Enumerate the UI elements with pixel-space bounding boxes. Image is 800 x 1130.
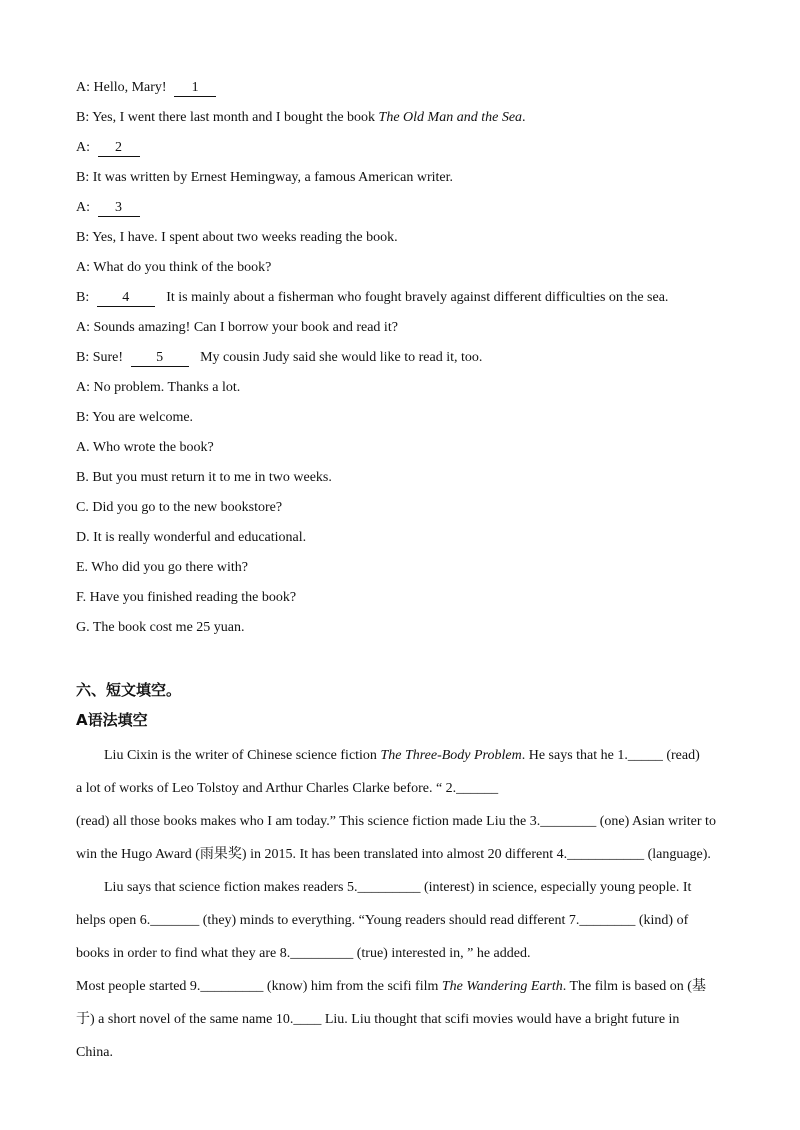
speaker: A: bbox=[76, 320, 90, 335]
speaker: A: bbox=[76, 80, 90, 95]
paragraph-2 bbox=[76, 871, 736, 970]
dialogue-line-2 bbox=[76, 108, 736, 138]
dialogue-text: Hello, Mary! bbox=[93, 80, 167, 95]
paragraph-line: Liu says that science fiction makes readers 5._________ (interest) in science, especially young people. It bbox=[104, 880, 692, 895]
answer-blank[interactable]: 1 bbox=[174, 79, 216, 97]
answer-blank[interactable]: 4 bbox=[97, 289, 155, 307]
book-title: The Old Man and the Sea bbox=[378, 110, 523, 125]
paragraph-line: (read) all those books makes who I am today.” This science fiction made Liu the 3.________ (one) Asian writer to bbox=[76, 814, 716, 829]
paragraph-line: 于) a short novel of the same name 10.____ Liu. Liu thought that scifi movies would have a bright future in bbox=[76, 1012, 680, 1027]
speaker: A: bbox=[76, 140, 90, 155]
speaker: B: bbox=[76, 290, 90, 305]
answer-blank[interactable]: 2 bbox=[98, 139, 140, 157]
dialogue-text: It is mainly about a fisherman who fought bravely against different difficulties on the sea. bbox=[166, 290, 669, 305]
section-title: 六、短文填空。 bbox=[76, 681, 182, 699]
punctuation: . bbox=[522, 110, 526, 125]
dialogue-text: Yes, I have. I spent about two weeks reading the book. bbox=[92, 230, 398, 245]
paragraph-line: helps open 6._______ (they) minds to everything. “Young readers should read different 7.________ (kind) of bbox=[76, 913, 689, 928]
dialogue-text: No problem. Thanks a lot. bbox=[93, 380, 241, 395]
speaker: A: bbox=[76, 200, 90, 215]
dialogue-line-1 bbox=[76, 78, 736, 108]
dialogue-line-8 bbox=[76, 288, 736, 318]
dialogue-line-7 bbox=[76, 258, 736, 288]
dialogue-text: Sounds amazing! Can I borrow your book and read it? bbox=[93, 320, 398, 335]
section-subtitle: A语法填空 bbox=[76, 711, 148, 729]
dialogue-line-3 bbox=[76, 138, 736, 168]
book-title: The Three-Body Problem bbox=[380, 748, 522, 763]
dialogue-line-4 bbox=[76, 168, 736, 198]
paragraph-1 bbox=[76, 739, 736, 871]
paragraph-line: win the Hugo Award (雨果奖) in 2015. It has been translated into almost 20 different 4.___________ (language). bbox=[76, 847, 711, 862]
paragraph-line: a lot of works of Leo Tolstoy and Arthur Charles Clarke before. “ 2.______ bbox=[76, 781, 499, 796]
dialogue-text: You are welcome. bbox=[92, 410, 194, 425]
speaker: A: bbox=[76, 380, 90, 395]
speaker: B: bbox=[76, 350, 90, 365]
option-b: B. But you must return it to me in two weeks. bbox=[76, 470, 332, 485]
option-d: D. It is really wonderful and educational. bbox=[76, 530, 307, 545]
speaker: B: bbox=[76, 110, 90, 125]
speaker: B: bbox=[76, 410, 90, 425]
option-c: C. Did you go to the new bookstore? bbox=[76, 500, 283, 515]
paragraph-line: books in order to find what they are 8._________ (true) interested in, ” he added. bbox=[76, 946, 531, 961]
dialogue-text: Sure! bbox=[92, 350, 124, 365]
option-a: A. Who wrote the book? bbox=[76, 440, 214, 455]
dialogue-line-12 bbox=[76, 408, 736, 438]
speaker: B: bbox=[76, 170, 90, 185]
speaker: A: bbox=[76, 260, 90, 275]
dialogue-line-10 bbox=[76, 348, 736, 378]
cloze-section bbox=[76, 679, 736, 1069]
paragraph-line: China. bbox=[76, 1045, 113, 1060]
dialogue-line-9 bbox=[76, 318, 736, 348]
dialogue-text: It was written by Ernest Hemingway, a famous American writer. bbox=[92, 170, 454, 185]
paragraph-line: Most people started 9._________ (know) him from the scifi film The Wandering Earth. The film is based on (基 bbox=[76, 979, 706, 994]
paragraph-3 bbox=[76, 970, 736, 1069]
answer-blank[interactable]: 3 bbox=[98, 199, 140, 217]
dialogue-line-5 bbox=[76, 198, 736, 228]
dialogue-line-6 bbox=[76, 228, 736, 258]
answer-blank[interactable]: 5 bbox=[131, 349, 189, 367]
dialogue-line-11 bbox=[76, 378, 736, 408]
dialogue-text: My cousin Judy said she would like to read it, too. bbox=[200, 350, 483, 365]
paragraph-line: Liu Cixin is the writer of Chinese science fiction The Three-Body Problem. He says that he 1._____ (read) bbox=[104, 748, 700, 763]
dialogue-text: What do you think of the book? bbox=[93, 260, 272, 275]
option-g: G. The book cost me 25 yuan. bbox=[76, 620, 245, 635]
speaker: B: bbox=[76, 230, 90, 245]
option-f: F. Have you finished reading the book? bbox=[76, 590, 297, 605]
option-e: E. Who did you go there with? bbox=[76, 560, 248, 575]
dialogue-text: Yes, I went there last month and I bought the book bbox=[92, 110, 376, 125]
dialogue-section bbox=[76, 78, 736, 648]
film-title: The Wandering Earth bbox=[441, 979, 563, 994]
